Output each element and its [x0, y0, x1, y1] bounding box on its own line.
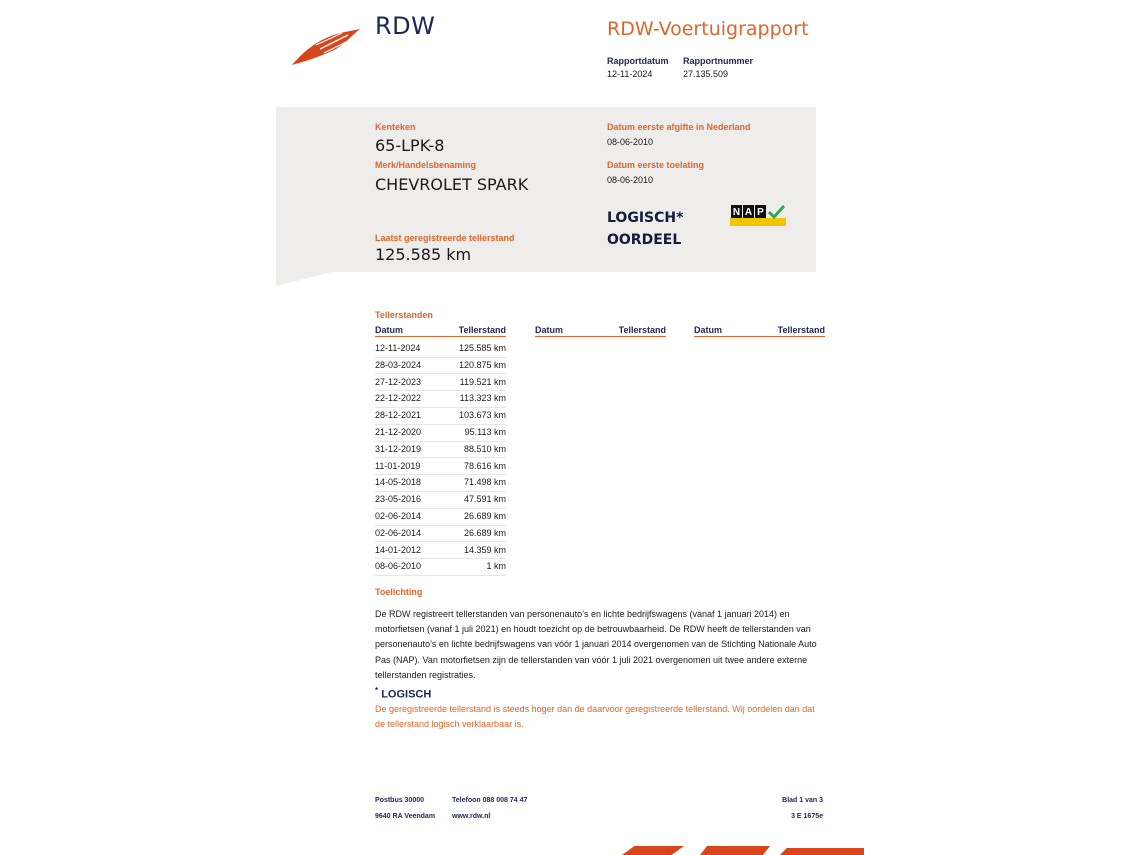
- report-date-label: Rapportdatum: [607, 56, 669, 66]
- nap-letter-a: A: [744, 207, 753, 218]
- column-header-3: [694, 325, 825, 337]
- row-reading: 1 km: [486, 561, 506, 572]
- footer-page: Blad 1 van 3: [782, 797, 823, 804]
- logisch-label: LOGISCH: [381, 688, 432, 701]
- row-reading: 95.113 km: [464, 427, 506, 437]
- table-row: [375, 558, 506, 576]
- table-row: [375, 357, 506, 375]
- org-name: RDW: [375, 12, 436, 40]
- row-reading: 125.585 km: [458, 343, 506, 353]
- make-label: Merk/Handelsbenaming: [375, 160, 477, 170]
- table-row: [375, 374, 506, 392]
- column-header-1: [375, 325, 506, 337]
- report-title: RDW-Voertuigrapport: [607, 18, 809, 40]
- table-row: [375, 340, 506, 358]
- footer-city: 9640 RA Veendam: [375, 813, 436, 820]
- row-reading: 103.673 km: [458, 410, 506, 421]
- row-reading: 26.689 km: [463, 511, 506, 521]
- report-number: 27.135.509: [683, 69, 729, 79]
- row-date: 27-12-2023: [375, 376, 422, 387]
- row-date: 02-06-2014: [375, 511, 422, 521]
- table-row: [375, 491, 506, 509]
- row-reading: 119.521 km: [459, 376, 506, 387]
- col-reading-header: Tellerstand: [777, 325, 825, 335]
- row-reading: 113.323 km: [459, 393, 506, 404]
- odometer-section-title: Tellerstanden: [375, 310, 433, 320]
- odo-value: 125.585 km: [375, 245, 472, 264]
- verdict-line-2: OORDEEL: [607, 232, 682, 248]
- plate-label: Kenteken: [375, 122, 416, 132]
- logisch-heading: [375, 686, 431, 701]
- table-row: [375, 390, 506, 408]
- row-reading: 47.591 km: [463, 494, 506, 505]
- first-nl-value: 08-06-2010: [607, 137, 654, 147]
- row-reading: 78.616 km: [463, 460, 506, 471]
- footer-code: 3 E 1675e: [791, 813, 823, 820]
- report-number-label: Rapportnummer: [683, 56, 754, 66]
- row-date: 22-12-2022: [375, 393, 422, 404]
- rdw-logo-icon: [290, 27, 362, 67]
- column-header-2: [535, 325, 666, 337]
- table-row: [375, 407, 506, 425]
- row-date: 14-01-2012: [375, 544, 422, 555]
- footer-phone: Telefoon 088 008 74 47: [452, 797, 528, 804]
- row-reading: 71.498 km: [463, 477, 506, 488]
- plate-value: 65-LPK-8: [375, 136, 445, 155]
- row-date: 21-12-2020: [375, 427, 422, 437]
- col-reading-header: Tellerstand: [458, 325, 506, 335]
- first-admission-value: 08-06-2010: [607, 175, 654, 185]
- explanation-body: De RDW registreert tellerstanden van personenauto’s en lichte bedrijfswagens (vanaf 1 januari 2014) en motorfietsen (vanaf 1 juli 2021) en houdt toezicht op de betrouwbaarheid. De RDW heeft de tellerstanden van personenauto’s en lichte bedrijfswagens van vóór 1 januari 2014 overgenomen van de Stichting Nationale Auto Pas (NAP). Van motorfietsen zijn de tellerstanden van vóór 1 juli 2021 overgenomen uit twee andere externe tellerstanden registraties.: [375, 609, 817, 680]
- row-date: 14-05-2018: [375, 477, 422, 488]
- explanation-title: Toelichting: [375, 587, 423, 597]
- odo-label: Laatst geregistreerde tellerstand: [375, 233, 515, 243]
- verdict-line-1: LOGISCH*: [607, 210, 684, 226]
- table-row: [375, 441, 506, 459]
- col-date-header: Datum: [535, 325, 564, 335]
- col-date-header: Datum: [694, 325, 723, 335]
- first-admission-label: Datum eerste toelating: [607, 160, 705, 170]
- row-reading: 26.689 km: [463, 527, 506, 538]
- row-date: 31-12-2019: [375, 443, 422, 454]
- logisch-star: *: [375, 686, 379, 695]
- nap-badge-icon: [730, 204, 786, 226]
- row-date: 28-03-2024: [375, 359, 422, 370]
- footer-stripe: [622, 846, 684, 855]
- panel-tail: [276, 271, 336, 286]
- col-date-header: Datum: [375, 325, 404, 335]
- report-date: 12-11-2024: [607, 69, 653, 79]
- col-reading-header: Tellerstand: [618, 325, 666, 335]
- table-row: [375, 508, 506, 526]
- row-reading: 88.510 km: [463, 443, 506, 454]
- table-row: [375, 525, 506, 543]
- nap-letter-n: N: [732, 207, 741, 218]
- table-row: [375, 424, 506, 442]
- footer-stripe: [780, 848, 864, 855]
- logisch-text: De geregistreerde tellerstand is steeds hoger dan de daarvoor geregistreerde tellerstand. Wij oordelen dan dat de tellerstand logisch verklaarbaar is.: [375, 704, 815, 729]
- footer-postbus: Postbus 30000: [375, 797, 425, 804]
- row-reading: 14.359 km: [463, 544, 506, 555]
- row-reading: 120.875 km: [458, 359, 506, 370]
- row-date: 02-06-2014: [375, 527, 422, 538]
- row-date: 12-11-2024: [375, 343, 421, 353]
- make-value: CHEVROLET SPARK: [375, 175, 529, 194]
- footer-stripe: [700, 846, 770, 855]
- nap-letter-p: P: [757, 207, 764, 218]
- footer-web: www.rdw.nl: [452, 813, 491, 820]
- first-nl-label: Datum eerste afgifte in Nederland: [607, 122, 751, 132]
- row-date: 28-12-2021: [375, 410, 422, 421]
- table-row: [375, 458, 506, 476]
- table-row: [375, 542, 506, 560]
- table-row: [375, 474, 506, 492]
- row-date: 11-01-2019: [375, 460, 421, 471]
- row-date: 08-06-2010: [375, 561, 422, 572]
- row-date: 23-05-2016: [375, 494, 422, 505]
